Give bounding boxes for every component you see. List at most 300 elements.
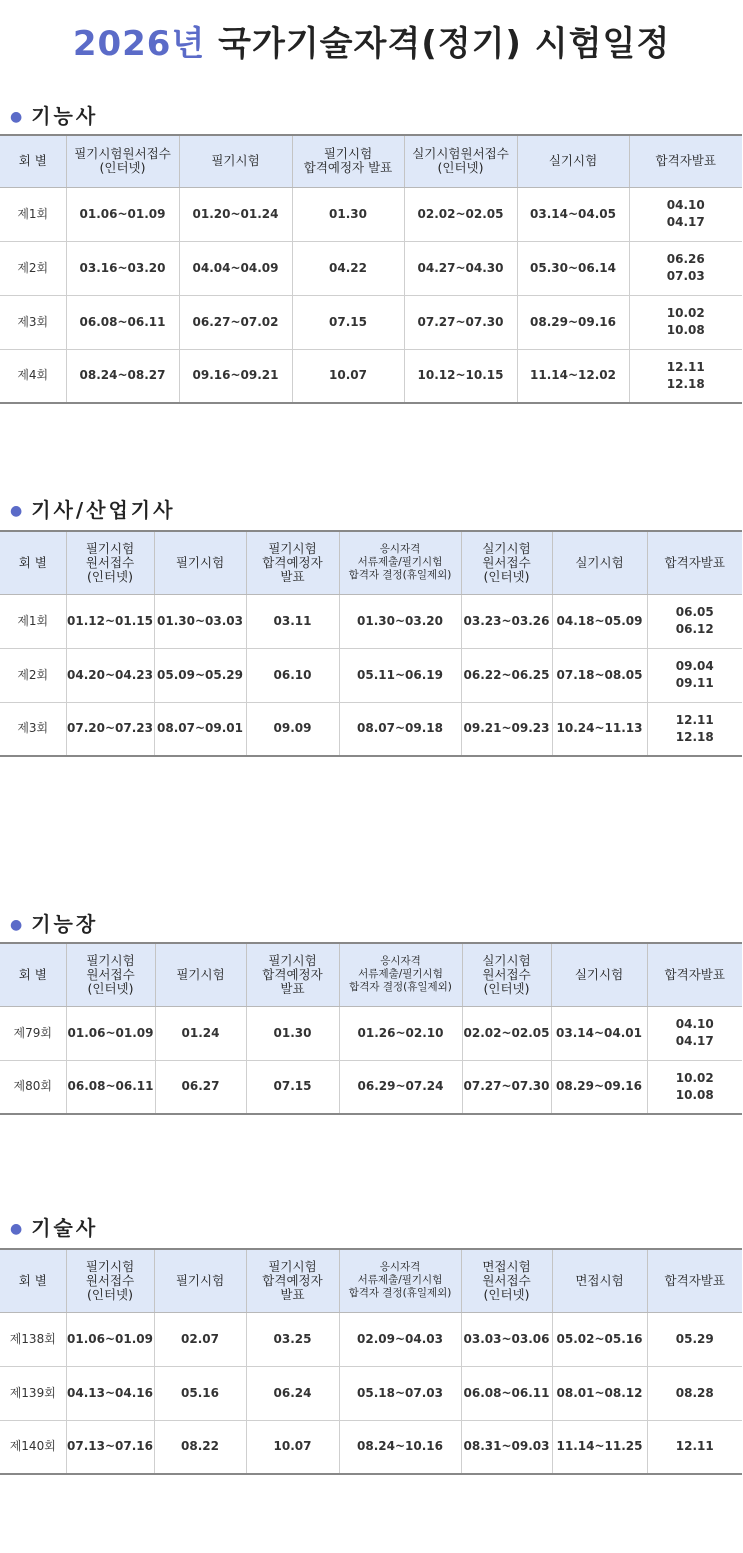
column-header (339, 531, 461, 594)
column-header-line: 회 별 (18, 153, 47, 169)
round-cell (0, 1312, 66, 1366)
date-cell (647, 1366, 742, 1420)
date-cell (461, 594, 552, 648)
date-cell (461, 648, 552, 702)
cell-text: 10.07 (329, 368, 367, 383)
column-header-line: 실기시험 (482, 540, 531, 556)
date-cell (292, 295, 404, 349)
cell-text: 03.23~03.26 (463, 613, 550, 628)
column-header-line: 필기시험 (211, 153, 260, 169)
column-header (155, 943, 246, 1006)
date-cell (339, 594, 461, 648)
column-header (551, 943, 647, 1006)
cell-text: 05.02~05.16 (556, 1331, 643, 1346)
cell-text: 07.27~07.30 (463, 1079, 550, 1094)
column-header-line: 필기시험 (86, 952, 135, 968)
cell-text: 01.24 (181, 1025, 220, 1040)
column-header-line: 실기시험 (575, 554, 624, 570)
cell-text: 06.27~07.02 (192, 314, 279, 329)
date-cell (551, 1006, 647, 1060)
date-cell (339, 1060, 462, 1114)
section-heading (10, 1212, 98, 1241)
cell-text: 제140회 (9, 1439, 56, 1454)
cell-text: 07.20~07.23 (67, 721, 153, 736)
section-heading (10, 494, 175, 523)
column-header-line: 회 별 (18, 966, 47, 982)
round-cell (0, 1420, 66, 1474)
column-header-line: 서류제출/필기시험 (358, 968, 443, 981)
cell-text: 02.02~02.05 (417, 206, 504, 221)
schedule-table (0, 1248, 742, 1475)
cell-text: 09.16~09.21 (192, 368, 279, 383)
date-cell (461, 1312, 552, 1366)
cell-text: 08.28 (675, 1385, 714, 1400)
column-header-line: 합격자 결정(휴일제외) (348, 569, 452, 582)
cell-text: 06.26 (666, 252, 705, 266)
section-heading (10, 100, 98, 129)
column-header-line: 필기시험 (85, 1258, 135, 1274)
cell-text: 09.21~09.23 (463, 721, 550, 736)
date-cell (246, 594, 339, 648)
cell-text: 07.27~07.30 (417, 314, 504, 329)
date-cell (629, 187, 742, 241)
date-cell (179, 187, 292, 241)
section-heading-text: 기능장 (31, 912, 99, 936)
cell-text: 제2회 (17, 260, 49, 275)
date-cell (629, 349, 742, 403)
round-cell (0, 187, 66, 241)
column-header-line: 필기시험 (175, 554, 225, 570)
column-header (339, 1249, 461, 1312)
schedule-table (0, 530, 742, 757)
column-header-line: 원서접수 (86, 966, 135, 982)
cell-text: 01.06~01.09 (79, 206, 166, 221)
column-header-line: (인터넷) (483, 568, 530, 584)
cell-text: 01.30~03.20 (357, 613, 443, 628)
cell-text: 12.11 (666, 359, 705, 374)
cell-text: 04.20~04.23 (67, 667, 153, 682)
cell-text: 08.24~10.16 (357, 1439, 443, 1454)
table-row (0, 702, 742, 756)
cell-text: 제80회 (13, 1079, 52, 1094)
cell-text: 07.13~07.16 (67, 1439, 153, 1454)
table-row (0, 648, 742, 702)
date-cell (154, 702, 246, 756)
date-cell (66, 241, 179, 295)
header-row (0, 531, 742, 594)
cell-text: 03.25 (273, 1331, 312, 1346)
column-header (246, 943, 339, 1006)
date-cell (552, 594, 647, 648)
column-header-line: 필기시험 (268, 952, 317, 968)
column-header (154, 531, 246, 594)
column-header (461, 1249, 552, 1312)
cell-text: 10.12~10.15 (417, 368, 504, 383)
date-cell (66, 349, 179, 403)
column-header-line: 응시자격 (379, 1261, 421, 1274)
date-cell (339, 1366, 461, 1420)
cell-text: 12.11 (675, 1439, 714, 1454)
cell-text: 01.30 (273, 1025, 312, 1040)
date-cell (154, 1366, 246, 1420)
column-header (552, 531, 647, 594)
cell-text: 06.22~06.25 (463, 667, 550, 682)
table-row (0, 1006, 742, 1060)
column-header-line: (인터넷) (437, 160, 484, 176)
cell-text: 03.11 (273, 613, 312, 628)
date-cell (154, 1420, 246, 1474)
cell-text: 11.14~12.02 (530, 368, 616, 383)
date-cell (292, 187, 404, 241)
cell-text: 08.01~08.12 (556, 1385, 643, 1400)
date-cell (339, 1312, 461, 1366)
date-cell (179, 241, 292, 295)
column-header-line: 합격자발표 (664, 554, 725, 570)
cell-text: 06.08~06.11 (79, 314, 166, 329)
column-header-line: 합격자 결정(휴일제외) (349, 981, 452, 994)
cell-text: 12.18 (666, 376, 705, 391)
date-cell (629, 295, 742, 349)
section-heading-text: 기능사 (31, 104, 99, 128)
cell-text: 10.02 (666, 306, 705, 320)
date-cell (339, 1420, 461, 1474)
column-header (339, 943, 462, 1006)
date-cell (179, 295, 292, 349)
section-heading (10, 908, 98, 937)
cell-text: 08.07~09.01 (157, 721, 243, 736)
round-cell (0, 241, 66, 295)
date-cell (339, 1006, 462, 1060)
schedule-table (0, 134, 742, 404)
cell-text: 10.02 (675, 1070, 714, 1085)
column-header-line: 합격자발표 (664, 966, 725, 982)
cell-text: 06.12 (675, 622, 714, 636)
column-header-line: 필기시험 (85, 540, 135, 556)
column-header-line: 필기시험 (323, 146, 373, 162)
cell-text: 05.11~06.19 (357, 667, 443, 682)
date-cell (517, 187, 629, 241)
cell-text: 12.11 (675, 712, 714, 727)
column-header (629, 135, 742, 187)
cell-text: 01.20~01.24 (192, 206, 279, 221)
date-cell (339, 702, 461, 756)
date-cell (66, 1060, 155, 1114)
cell-text: 03.03~03.06 (463, 1331, 550, 1346)
column-header-line: 합격예정자 발표 (303, 160, 393, 176)
cell-text: 01.30 (329, 206, 367, 221)
date-cell (647, 1420, 742, 1474)
cell-text: 08.31~09.03 (463, 1439, 550, 1454)
section-heading-text: 기술사 (31, 1216, 99, 1240)
column-header-line: 발표 (280, 568, 305, 584)
table-row (0, 1420, 742, 1474)
date-cell (154, 594, 246, 648)
cell-text: 09.11 (675, 676, 714, 690)
column-header-line: (인터넷) (99, 160, 146, 176)
cell-text: 06.29~07.24 (357, 1079, 444, 1094)
date-cell (246, 702, 339, 756)
date-cell (66, 295, 179, 349)
cell-text: 제139회 (9, 1385, 56, 1400)
cell-text: 10.07 (273, 1439, 312, 1454)
date-cell (155, 1006, 246, 1060)
cell-text: 05.29 (675, 1331, 714, 1346)
cell-text: 07.18~08.05 (556, 667, 643, 682)
cell-text: 01.06~01.09 (67, 1331, 153, 1346)
date-cell (66, 594, 154, 648)
column-header-line: 회 별 (18, 554, 47, 570)
date-cell (246, 1060, 339, 1114)
column-header-line: (인터넷) (87, 1286, 133, 1302)
title-text: 국가기술자격(정기) 시험일정 (218, 24, 671, 64)
column-header-line: 합격예정자 (262, 554, 323, 570)
table-row (0, 295, 742, 349)
cell-text: 06.27 (181, 1079, 220, 1094)
column-header-line: 실기시험원서접수 (412, 146, 509, 162)
date-cell (551, 1060, 647, 1114)
date-cell (66, 187, 179, 241)
column-header-line: 원서접수 (482, 966, 531, 982)
column-header (647, 1249, 742, 1312)
column-header-line: 필기시험원서접수 (74, 146, 171, 162)
column-header-line: 면접시험 (482, 1258, 531, 1274)
date-cell (66, 1420, 154, 1474)
date-cell (404, 241, 517, 295)
cell-text: 05.16 (181, 1385, 219, 1400)
date-cell (246, 1366, 339, 1420)
column-header-line: (인터넷) (483, 1286, 530, 1302)
column-header-line: 발표 (280, 1286, 305, 1302)
cell-text: 제138회 (9, 1331, 56, 1346)
column-header-line: 응시자격 (379, 543, 421, 556)
cell-text: 07.15 (329, 314, 367, 329)
round-cell (0, 349, 66, 403)
section-heading-text: 기사/산업기사 (31, 498, 176, 522)
column-header (647, 943, 742, 1006)
date-cell (517, 241, 629, 295)
column-header (647, 531, 742, 594)
table-row (0, 187, 742, 241)
cell-text: 08.07~09.18 (357, 721, 443, 736)
column-header-line: 면접시험 (575, 1272, 624, 1288)
column-header-line: 서류제출/필기시험 (357, 556, 443, 569)
date-cell (462, 1006, 551, 1060)
bullet-icon: ● (10, 109, 26, 125)
date-cell (629, 241, 742, 295)
date-cell (246, 1312, 339, 1366)
round-cell (0, 594, 66, 648)
column-header (517, 135, 629, 187)
cell-text: 09.09 (273, 721, 312, 736)
column-header-line: (인터넷) (87, 568, 133, 584)
cell-text: 08.29~09.16 (530, 314, 616, 329)
cell-text: 01.12~01.15 (67, 613, 153, 628)
column-header-line: 실기시험 (548, 153, 598, 169)
column-header (66, 943, 155, 1006)
column-header-line: 원서접수 (85, 554, 135, 570)
date-cell (552, 1420, 647, 1474)
column-header (246, 531, 339, 594)
date-cell (461, 702, 552, 756)
column-header-line: (인터넷) (87, 980, 134, 996)
table-row (0, 594, 742, 648)
cell-text: 10.08 (675, 1087, 714, 1102)
header-row (0, 943, 742, 1006)
table-row (0, 241, 742, 295)
cell-text: 09.04 (675, 659, 714, 673)
table-row (0, 1312, 742, 1366)
date-cell (246, 1006, 339, 1060)
table-row (0, 1366, 742, 1420)
title-year: 2026년 (72, 24, 206, 64)
column-header (179, 135, 292, 187)
date-cell (155, 1060, 246, 1114)
bullet-icon: ● (10, 917, 26, 933)
page-title (0, 16, 743, 65)
column-header-line: 필기시험 (268, 540, 317, 556)
column-header (154, 1249, 246, 1312)
date-cell (647, 648, 742, 702)
date-cell (66, 648, 154, 702)
cell-text: 06.24 (273, 1385, 312, 1400)
cell-text: 07.03 (666, 269, 705, 283)
cell-text: 04.13~04.16 (67, 1385, 153, 1400)
table-row (0, 349, 742, 403)
schedule-table (0, 942, 742, 1115)
column-header-line: 필기시험 (268, 1258, 317, 1274)
cell-text: 06.10 (273, 667, 312, 682)
cell-text: 제3회 (17, 721, 49, 736)
date-cell (462, 1060, 551, 1114)
cell-text: 제2회 (17, 667, 49, 682)
cell-text: 12.18 (675, 729, 714, 744)
column-header-line: 응시자격 (380, 955, 421, 968)
date-cell (647, 1312, 742, 1366)
column-header (66, 531, 154, 594)
cell-text: 04.10 (666, 198, 705, 212)
column-header (0, 943, 66, 1006)
cell-text: 05.30~06.14 (530, 260, 616, 275)
column-header-line: 필기시험 (175, 1272, 225, 1288)
cell-text: 07.15 (273, 1079, 312, 1094)
column-header-line: 합격자발표 (664, 1272, 725, 1288)
cell-text: 01.06~01.09 (67, 1025, 154, 1040)
date-cell (154, 648, 246, 702)
cell-text: 06.05 (675, 605, 714, 619)
column-header-line: 합격예정자 (262, 1272, 323, 1288)
date-cell (647, 702, 742, 756)
date-cell (292, 349, 404, 403)
round-cell (0, 1366, 66, 1420)
column-header-line: 발표 (280, 980, 305, 996)
cell-text: 제4회 (17, 368, 49, 383)
cell-text: 02.07 (181, 1331, 219, 1346)
cell-text: 04.22 (329, 260, 367, 275)
cell-text: 01.30~03.03 (157, 613, 243, 628)
cell-text: 04.17 (666, 215, 705, 229)
column-header-line: 원서접수 (85, 1272, 135, 1288)
date-cell (552, 702, 647, 756)
cell-text: 08.29~09.16 (556, 1079, 642, 1094)
column-header (462, 943, 551, 1006)
cell-text: 04.27~04.30 (417, 260, 504, 275)
column-header (461, 531, 552, 594)
cell-text: 05.18~07.03 (357, 1385, 443, 1400)
cell-text: 10.24~11.13 (556, 721, 643, 736)
bullet-icon: ● (10, 503, 26, 519)
cell-text: 03.14~04.01 (556, 1025, 642, 1040)
date-cell (552, 648, 647, 702)
cell-text: 02.09~04.03 (357, 1331, 443, 1346)
cell-text: 04.17 (675, 1034, 714, 1048)
header-row (0, 135, 742, 187)
cell-text: 01.26~02.10 (357, 1025, 444, 1040)
column-header-line: 서류제출/필기시험 (357, 1274, 443, 1287)
date-cell (647, 594, 742, 648)
date-cell (292, 241, 404, 295)
column-header-line: 원서접수 (482, 1272, 531, 1288)
date-cell (461, 1366, 552, 1420)
date-cell (154, 1312, 246, 1366)
column-header-line: 실기시험 (482, 952, 531, 968)
column-header (552, 1249, 647, 1312)
date-cell (517, 295, 629, 349)
column-header (66, 1249, 154, 1312)
cell-text: 04.04~04.09 (192, 260, 279, 275)
date-cell (404, 295, 517, 349)
date-cell (404, 187, 517, 241)
column-header-line: 실기시험 (574, 966, 624, 982)
column-header-line: 회 별 (18, 1272, 47, 1288)
round-cell (0, 648, 66, 702)
column-header (66, 135, 179, 187)
date-cell (461, 1420, 552, 1474)
date-cell (552, 1366, 647, 1420)
column-header-line: 원서접수 (482, 554, 531, 570)
column-header (292, 135, 404, 187)
round-cell (0, 1060, 66, 1114)
bullet-icon: ● (10, 1221, 26, 1237)
date-cell (179, 349, 292, 403)
cell-text: 제1회 (17, 613, 49, 628)
date-cell (647, 1006, 742, 1060)
cell-text: 03.14~04.05 (530, 206, 616, 221)
cell-text: 08.22 (181, 1439, 219, 1454)
date-cell (647, 1060, 742, 1114)
date-cell (517, 349, 629, 403)
date-cell (404, 349, 517, 403)
date-cell (552, 1312, 647, 1366)
cell-text: 11.14~11.25 (556, 1439, 643, 1454)
cell-text: 04.18~05.09 (556, 613, 643, 628)
cell-text: 08.24~08.27 (79, 368, 166, 383)
cell-text: 06.08~06.11 (67, 1079, 154, 1094)
cell-text: 02.02~02.05 (463, 1025, 550, 1040)
column-header-line: 합격자 결정(휴일제외) (348, 1287, 452, 1300)
date-cell (66, 702, 154, 756)
date-cell (246, 1420, 339, 1474)
round-cell (0, 702, 66, 756)
date-cell (339, 648, 461, 702)
cell-text: 제3회 (17, 314, 49, 329)
header-row (0, 1249, 742, 1312)
column-header (246, 1249, 339, 1312)
cell-text: 제79회 (13, 1025, 52, 1040)
cell-text: 06.08~06.11 (463, 1385, 550, 1400)
round-cell (0, 295, 66, 349)
column-header (0, 1249, 66, 1312)
column-header (0, 135, 66, 187)
